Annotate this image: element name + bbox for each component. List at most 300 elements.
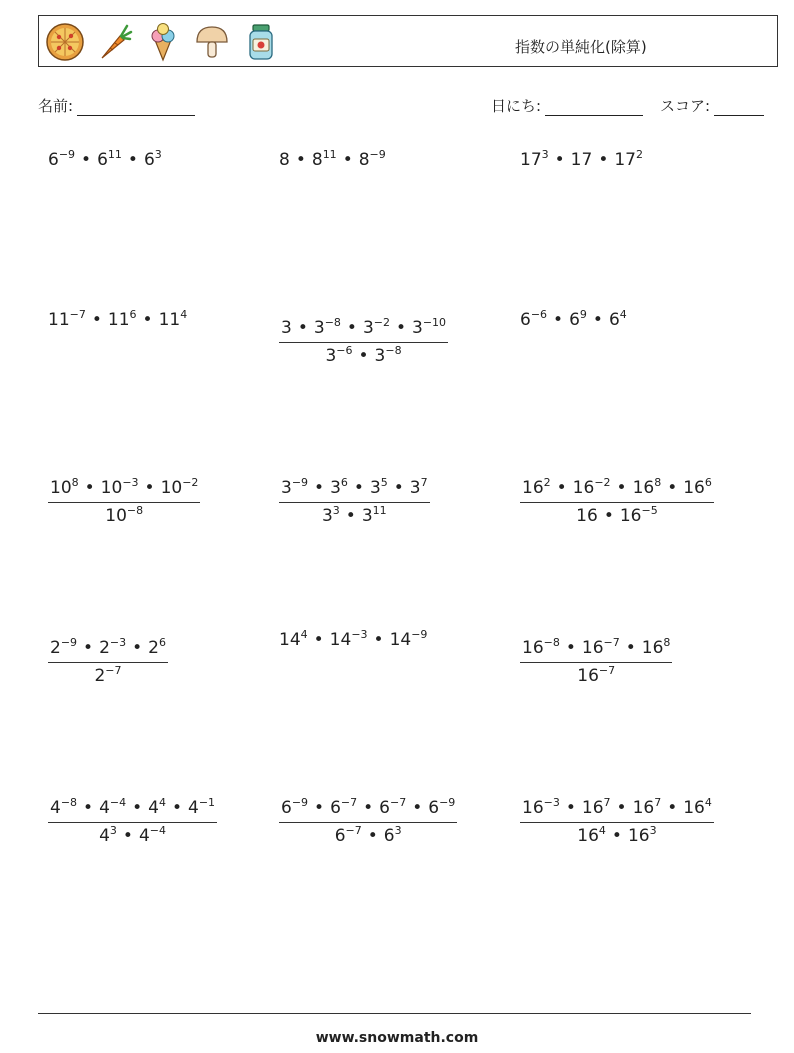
- times-dot: •: [346, 318, 357, 338]
- numerator: [48, 478, 200, 502]
- times-dot: •: [412, 798, 423, 818]
- exponent: −6: [336, 344, 353, 357]
- base: 4: [138, 826, 150, 846]
- times-dot: •: [554, 150, 565, 170]
- power-term: [571, 150, 593, 170]
- numerator: [279, 478, 430, 502]
- times-dot: •: [395, 318, 407, 338]
- score-label: スコア:: [660, 97, 711, 115]
- power-term: [359, 150, 386, 170]
- numerator: [279, 798, 457, 822]
- exponent: 6: [340, 476, 348, 489]
- exponent: 2: [635, 148, 643, 161]
- exponent: −8: [385, 344, 402, 357]
- problem-6: [520, 310, 627, 330]
- base: 6: [330, 798, 341, 818]
- exponent: −7: [340, 796, 358, 809]
- problem-13: [48, 798, 217, 846]
- base: 6: [608, 310, 620, 330]
- times-dot: •: [171, 798, 183, 818]
- power-term: [48, 150, 75, 170]
- exponent: −8: [324, 316, 341, 329]
- base: 2: [148, 638, 159, 658]
- power-term: [683, 798, 712, 818]
- base: 3: [374, 346, 386, 366]
- denominator: [48, 502, 200, 526]
- fraction: [520, 478, 714, 526]
- score-blank[interactable]: [714, 100, 764, 116]
- base: 16: [683, 798, 705, 818]
- exponent: 8: [654, 476, 662, 489]
- exponent: −1: [198, 796, 216, 809]
- exponent: 4: [158, 796, 166, 809]
- exponent: −9: [439, 796, 456, 809]
- base: 11: [48, 310, 70, 330]
- base: 3: [409, 478, 421, 498]
- exponent: −9: [60, 636, 78, 649]
- power-term: [94, 666, 121, 686]
- expression: [520, 310, 627, 330]
- base: 2: [99, 638, 110, 658]
- base: 8: [358, 150, 370, 170]
- power-term: [410, 478, 428, 498]
- times-dot: •: [603, 506, 614, 526]
- date-field: [491, 95, 643, 116]
- power-term: [522, 798, 560, 818]
- base: 14: [329, 630, 352, 650]
- times-dot: •: [314, 798, 325, 818]
- times-dot: •: [553, 310, 564, 330]
- power-term: [161, 478, 199, 498]
- base: 16: [576, 506, 598, 526]
- base: 8: [279, 150, 290, 170]
- times-dot: •: [363, 798, 374, 818]
- date-label: 日にち:: [491, 97, 542, 115]
- base: 16: [572, 478, 595, 498]
- name-field: [38, 95, 195, 116]
- power-term: [412, 318, 446, 338]
- times-dot: •: [83, 798, 94, 818]
- exponent: −3: [109, 636, 127, 649]
- base: 16: [522, 478, 544, 498]
- exponent: −3: [351, 628, 368, 641]
- base: 16: [522, 798, 544, 818]
- power-term: [279, 630, 308, 650]
- times-dot: •: [565, 798, 576, 818]
- base: 16: [577, 666, 599, 686]
- power-term: [281, 798, 308, 818]
- power-term: [108, 310, 137, 330]
- numerator: [48, 638, 168, 662]
- ice-cream-icon: [143, 22, 183, 62]
- base: 3: [412, 318, 423, 338]
- power-term: [50, 638, 77, 658]
- exponent: 6: [158, 636, 166, 649]
- denominator: [48, 662, 168, 686]
- power-term: [281, 478, 308, 498]
- date-blank[interactable]: [545, 100, 643, 116]
- exponent: −3: [543, 796, 560, 809]
- power-term: [139, 826, 166, 846]
- exponent: 7: [654, 796, 662, 809]
- power-term: [99, 826, 117, 846]
- base: 16: [641, 638, 664, 658]
- power-term: [362, 506, 387, 526]
- base: 4: [99, 826, 110, 846]
- denominator: [520, 502, 714, 526]
- base: 3: [330, 478, 341, 498]
- power-term: [50, 798, 77, 818]
- base: 3: [321, 506, 333, 526]
- exponent: 8: [71, 476, 79, 489]
- power-term: [188, 798, 215, 818]
- power-term: [363, 318, 390, 338]
- fraction: [279, 798, 457, 846]
- power-term: [375, 346, 402, 366]
- fraction: [279, 478, 430, 526]
- exponent: −8: [60, 796, 78, 809]
- base: 4: [188, 798, 199, 818]
- exponent: 2: [543, 476, 551, 489]
- exponent: 4: [619, 308, 627, 321]
- power-term: [614, 150, 643, 170]
- base: 6: [569, 310, 580, 330]
- exponent: 4: [180, 308, 188, 321]
- exponent: −9: [369, 148, 386, 161]
- base: 16: [619, 506, 642, 526]
- base: 16: [577, 826, 599, 846]
- exponent: −8: [126, 504, 144, 517]
- power-term: [148, 798, 166, 818]
- power-term: [144, 150, 162, 170]
- problem-15: [520, 798, 714, 846]
- power-term: [148, 638, 166, 658]
- exponent: 6: [704, 476, 712, 489]
- power-term: [520, 150, 549, 170]
- base: 6: [334, 826, 346, 846]
- exponent: −8: [543, 636, 560, 649]
- power-term: [370, 478, 388, 498]
- exponent: 3: [394, 824, 402, 837]
- times-dot: •: [592, 310, 603, 330]
- base: 3: [325, 346, 337, 366]
- base: 10: [160, 478, 183, 498]
- times-dot: •: [345, 506, 356, 526]
- exponent: 11: [107, 148, 122, 161]
- expression: [48, 150, 162, 170]
- power-term: [642, 638, 671, 658]
- base: 6: [383, 826, 395, 846]
- times-dot: •: [611, 826, 622, 846]
- times-dot: •: [83, 638, 94, 658]
- exponent: −7: [598, 664, 616, 677]
- base: 6: [281, 798, 292, 818]
- problem-12: [520, 638, 672, 686]
- base: 4: [148, 798, 159, 818]
- base: 16: [581, 638, 604, 658]
- times-dot: •: [313, 630, 324, 650]
- base: 3: [361, 506, 373, 526]
- exponent: −3: [122, 476, 139, 489]
- power-term: [105, 506, 143, 526]
- base: 4: [50, 798, 61, 818]
- fraction: [520, 638, 672, 686]
- power-term: [335, 826, 362, 846]
- power-term: [628, 826, 657, 846]
- jam-jar-icon: [241, 22, 281, 62]
- exponent: −6: [530, 308, 548, 321]
- base: 10: [50, 478, 72, 498]
- problem-10: [48, 638, 168, 686]
- fraction: [48, 798, 217, 846]
- exponent: 7: [603, 796, 611, 809]
- times-dot: •: [142, 310, 153, 330]
- base: 6: [97, 150, 108, 170]
- base: 16: [632, 798, 655, 818]
- fraction: [520, 798, 714, 846]
- exponent: 5: [380, 476, 388, 489]
- times-dot: •: [314, 478, 325, 498]
- times-dot: •: [358, 346, 369, 366]
- expression: [279, 630, 427, 650]
- icon-strip: [45, 21, 290, 63]
- power-term: [99, 798, 126, 818]
- power-term: [384, 826, 402, 846]
- expression: [520, 150, 643, 170]
- times-dot: •: [132, 638, 143, 658]
- base: 17: [614, 150, 636, 170]
- pizza-icon: [45, 22, 85, 62]
- exponent: 3: [541, 148, 549, 161]
- times-dot: •: [367, 826, 378, 846]
- exponent: −4: [109, 796, 127, 809]
- denominator: [279, 342, 448, 366]
- power-term: [312, 150, 337, 170]
- power-term: [314, 318, 341, 338]
- exponent: −2: [373, 316, 390, 329]
- times-dot: •: [616, 478, 627, 498]
- power-term: [50, 478, 79, 498]
- base: 3: [281, 478, 292, 498]
- numerator: [520, 478, 714, 502]
- power-term: [620, 506, 658, 526]
- power-term: [99, 638, 126, 658]
- problem-5: [279, 318, 448, 366]
- exponent: 7: [420, 476, 428, 489]
- footer-url: www.snowmath.com: [315, 1030, 479, 1046]
- problem-2: [279, 150, 386, 170]
- numerator: [520, 798, 714, 822]
- base: 3: [369, 478, 381, 498]
- power-term: [97, 150, 122, 170]
- exponent: −4: [149, 824, 166, 837]
- exponent: −9: [58, 148, 76, 161]
- footer-divider: [38, 1013, 751, 1014]
- base: 2: [94, 666, 106, 686]
- name-label: 名前:: [38, 97, 74, 115]
- times-dot: •: [342, 150, 353, 170]
- denominator: [520, 822, 714, 846]
- exponent: 11: [322, 148, 337, 161]
- power-term: [330, 478, 348, 498]
- exponent: −2: [182, 476, 199, 489]
- base: 11: [107, 310, 130, 330]
- base: 14: [279, 630, 301, 650]
- numerator: [48, 798, 217, 822]
- power-term: [322, 506, 340, 526]
- times-dot: •: [373, 630, 384, 650]
- exponent: −9: [411, 628, 428, 641]
- fraction: [279, 318, 448, 366]
- exponent: 4: [598, 824, 606, 837]
- worksheet-title: 指数の単純化(除算): [515, 38, 647, 56]
- times-dot: •: [625, 638, 636, 658]
- times-dot: •: [556, 478, 567, 498]
- times-dot: •: [297, 318, 308, 338]
- problem-4: [48, 310, 187, 330]
- exponent: −7: [105, 664, 122, 677]
- power-term: [576, 506, 598, 526]
- base: 17: [570, 150, 593, 170]
- base: 2: [50, 638, 61, 658]
- times-dot: •: [91, 310, 102, 330]
- power-term: [609, 310, 627, 330]
- times-dot: •: [565, 638, 576, 658]
- power-term: [281, 318, 292, 338]
- exponent: 4: [300, 628, 308, 641]
- base: 6: [143, 150, 155, 170]
- header-box: [38, 15, 778, 67]
- expression: [279, 150, 386, 170]
- numerator: [279, 318, 448, 342]
- power-term: [330, 798, 357, 818]
- times-dot: •: [127, 150, 138, 170]
- power-term: [573, 478, 611, 498]
- score-field: [660, 95, 764, 116]
- base: 16: [627, 826, 650, 846]
- problem-7: [48, 478, 200, 526]
- base: 10: [100, 478, 123, 498]
- times-dot: •: [616, 798, 627, 818]
- base: 10: [105, 506, 127, 526]
- power-term: [522, 478, 551, 498]
- power-term: [582, 798, 611, 818]
- times-dot: •: [667, 478, 678, 498]
- exponent: −2: [594, 476, 611, 489]
- exponent: 9: [579, 308, 587, 321]
- power-term: [520, 310, 547, 330]
- power-term: [522, 638, 560, 658]
- problem-3: [520, 150, 643, 170]
- base: 6: [520, 310, 531, 330]
- times-dot: •: [122, 826, 133, 846]
- exponent: −10: [422, 316, 447, 329]
- power-term: [390, 630, 428, 650]
- denominator: [520, 662, 672, 686]
- base: 16: [632, 478, 655, 498]
- exponent: 8: [663, 636, 671, 649]
- exponent: −7: [69, 308, 86, 321]
- denominator: [279, 502, 430, 526]
- base: 14: [389, 630, 412, 650]
- exponent: 3: [649, 824, 657, 837]
- exponent: −7: [603, 636, 620, 649]
- problem-9: [520, 478, 714, 526]
- exponent: 4: [704, 796, 712, 809]
- exponent: 3: [154, 148, 162, 161]
- base: 11: [158, 310, 181, 330]
- fraction: [48, 478, 200, 526]
- fraction: [48, 638, 168, 686]
- expression: [48, 310, 187, 330]
- exponent: −7: [389, 796, 407, 809]
- base: 16: [522, 638, 544, 658]
- base: 6: [379, 798, 390, 818]
- mushroom-icon: [192, 22, 232, 62]
- times-dot: •: [393, 478, 404, 498]
- times-dot: •: [132, 798, 143, 818]
- name-blank[interactable]: [77, 100, 195, 116]
- problem-14: [279, 798, 457, 846]
- power-term: [101, 478, 139, 498]
- base: 6: [48, 150, 59, 170]
- denominator: [279, 822, 457, 846]
- problem-1: [48, 150, 162, 170]
- base: 3: [281, 318, 292, 338]
- base: 6: [428, 798, 440, 818]
- power-term: [633, 478, 662, 498]
- exponent: −9: [291, 476, 309, 489]
- power-term: [279, 150, 290, 170]
- power-term: [48, 310, 86, 330]
- power-term: [428, 798, 455, 818]
- exponent: 3: [332, 504, 340, 517]
- times-dot: •: [84, 478, 95, 498]
- numerator: [520, 638, 672, 662]
- base: 3: [362, 318, 374, 338]
- power-term: [569, 310, 587, 330]
- exponent: 3: [109, 824, 117, 837]
- power-term: [379, 798, 406, 818]
- power-term: [582, 638, 620, 658]
- exponent: 6: [129, 308, 137, 321]
- power-term: [577, 826, 606, 846]
- base: 17: [520, 150, 542, 170]
- exponent: −5: [641, 504, 658, 517]
- base: 8: [311, 150, 323, 170]
- power-term: [330, 630, 368, 650]
- exponent: 11: [372, 504, 387, 517]
- exponent: −9: [291, 796, 309, 809]
- times-dot: •: [353, 478, 364, 498]
- power-term: [633, 798, 662, 818]
- base: 16: [581, 798, 604, 818]
- times-dot: •: [144, 478, 155, 498]
- denominator: [48, 822, 217, 846]
- base: 4: [99, 798, 110, 818]
- power-term: [159, 310, 188, 330]
- times-dot: •: [81, 150, 92, 170]
- times-dot: •: [295, 150, 306, 170]
- power-term: [577, 666, 615, 686]
- times-dot: •: [667, 798, 678, 818]
- base: 16: [683, 478, 705, 498]
- problem-8: [279, 478, 430, 526]
- base: 3: [313, 318, 325, 338]
- problem-11: [279, 630, 427, 650]
- carrot-icon: [94, 22, 134, 62]
- power-term: [683, 478, 712, 498]
